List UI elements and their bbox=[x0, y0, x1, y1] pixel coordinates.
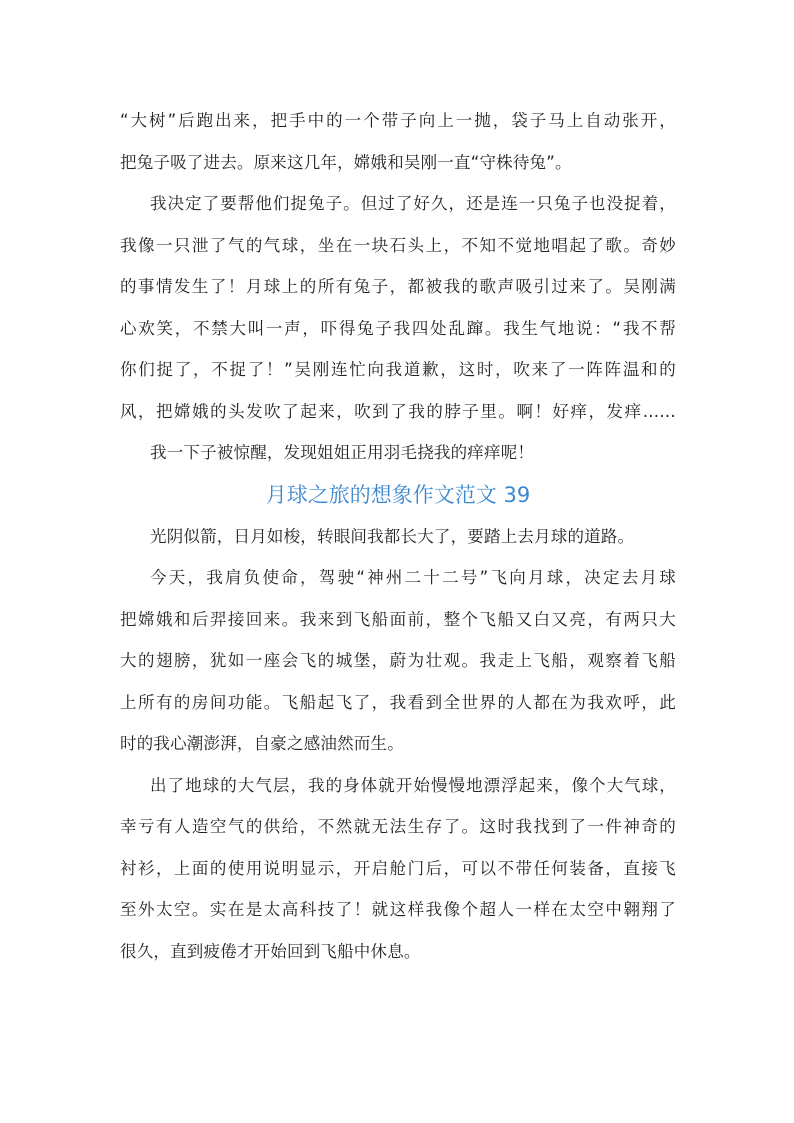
paragraph bbox=[120, 557, 676, 765]
text-line: 幸亏有人造空气的供给，不然就无法生存了。这时我找到了一件神奇的 bbox=[120, 817, 676, 836]
text-line: 衬衫，上面的使用说明显示，开启舱门后，可以不带任何装备，直接飞 bbox=[120, 858, 676, 878]
text-line: 的事情发生了！月球上的所有兔子，都被我的歌声吸引过来了。吴刚满 bbox=[120, 277, 676, 296]
document-page bbox=[120, 100, 676, 972]
paragraph bbox=[120, 183, 676, 432]
text-line: 时的我心潮澎湃，自豪之感油然而生。 bbox=[120, 734, 404, 753]
text-line: 今天，我肩负使命，驾驶“神州二十二号”飞向月球，决定去月球 bbox=[150, 568, 676, 587]
text-line: 很久，直到疲倦才开始回到飞船中休息。 bbox=[120, 941, 421, 961]
text-line: 至外太空。实在是太高科技了！就这样我像个超人一样在太空中翱翔了 bbox=[120, 900, 676, 919]
text-line: 我一下子被惊醒，发现姐姐正用羽毛挠我的痒痒呢！ bbox=[150, 443, 535, 462]
text-line: 光阴似箭，日月如梭，转眼间我都长大了，要踏上去月球的道路。 bbox=[150, 526, 635, 546]
text-line: 我像一只泄了气的气球，坐在一块石头上，不知不觉地唱起了歌。奇妙 bbox=[120, 235, 676, 255]
text-line: 我决定了要帮他们捉兔子。但过了好久，还是连一只兔子也没捉着， bbox=[150, 194, 676, 213]
paragraph bbox=[120, 432, 676, 474]
text-line: 你们捉了，不捉了！”吴刚连忙向我道歉，这时，吹来了一阵阵温和的 bbox=[120, 360, 676, 379]
text-line: 心欢笑，不禁大叫一声，吓得兔子我四处乱蹿。我生气地说：“我不帮 bbox=[120, 318, 676, 338]
text-line: 把嫦娥和后羿接回来。我来到飞船面前，整个飞船又白又亮，有两只大 bbox=[120, 609, 676, 629]
text-line: “大树”后跑出来，把手中的一个带子向上一抛，袋子马上自动张开， bbox=[120, 111, 676, 130]
paragraph bbox=[120, 516, 676, 558]
paragraph-continuation bbox=[120, 100, 676, 183]
text-line: 上所有的房间功能。飞船起飞了，我看到全世界的人都在为我欢呼，此 bbox=[120, 692, 676, 712]
text-line: 出了地球的大气层，我的身体就开始慢慢地漂浮起来，像个大气球， bbox=[150, 775, 676, 795]
section-title: 月球之旅的想象作文范文 39 bbox=[265, 482, 531, 507]
text-line: 把兔子吸了进去。原来这几年，嫦娥和吴刚一直“守株待兔”。 bbox=[120, 152, 572, 172]
paragraph bbox=[120, 765, 676, 973]
text-line: 风，把嫦娥的头发吹了起来，吹到了我的脖子里。啊！好痒，发痒…… bbox=[120, 401, 676, 421]
text-line: 大的翅膀，犹如一座会飞的城堡，蔚为壮观。我走上飞船，观察着飞船 bbox=[120, 651, 676, 670]
